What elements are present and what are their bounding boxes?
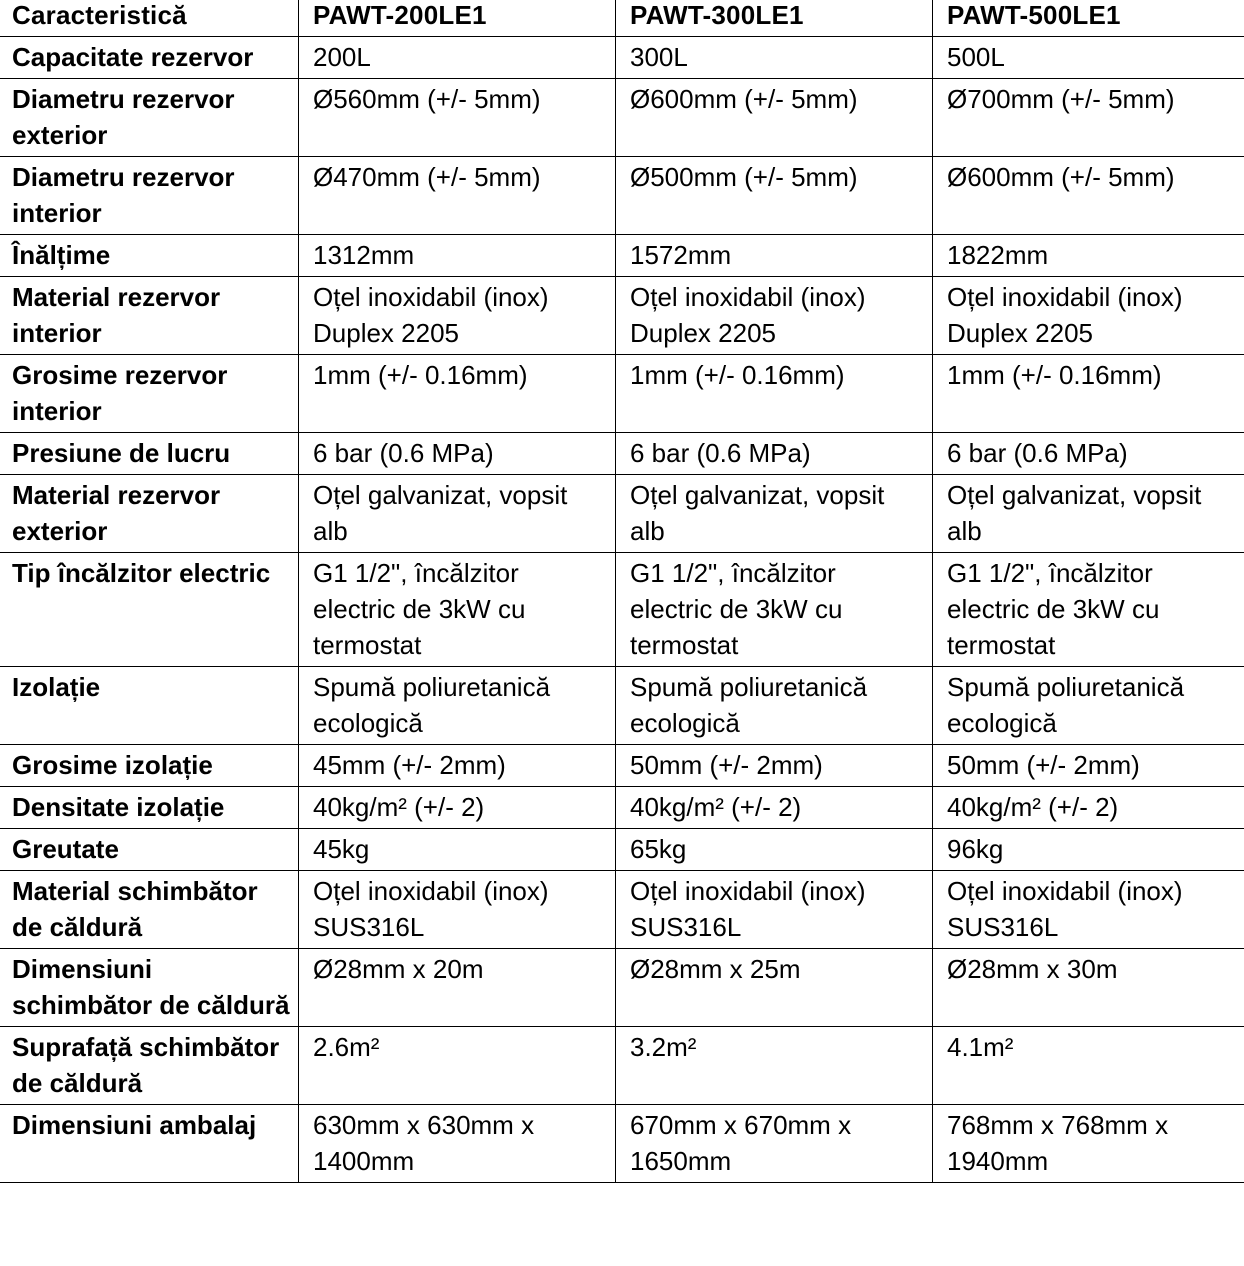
cell-value: Ø600mm (+/- 5mm) xyxy=(616,79,933,157)
cell-value: 768mm x 768mm x 1940mm xyxy=(933,1105,1244,1183)
cell-value: 500L xyxy=(933,37,1244,79)
cell-value: 1mm (+/- 0.16mm) xyxy=(299,355,616,433)
cell-value: Oțel inoxidabil (inox) Duplex 2205 xyxy=(299,277,616,355)
cell-value: 300L xyxy=(616,37,933,79)
cell-value: 1822mm xyxy=(933,235,1244,277)
cell-value: 40kg/m² (+/- 2) xyxy=(616,787,933,829)
cell-value: Ø28mm x 20m xyxy=(299,949,616,1027)
cell-value: G1 1/2", încălzitor electric de 3kW cu termostat xyxy=(933,553,1244,667)
table-header xyxy=(0,0,1244,37)
row-label: Greutate xyxy=(0,829,299,871)
cell-value: 50mm (+/- 2mm) xyxy=(616,745,933,787)
table-row xyxy=(0,37,1244,79)
table-row xyxy=(0,871,1244,949)
row-label: Grosime rezervor interior xyxy=(0,355,299,433)
cell-value: Ø28mm x 25m xyxy=(616,949,933,1027)
cell-value: Oțel galvanizat, vopsit alb xyxy=(933,475,1244,553)
table-row xyxy=(0,355,1244,433)
cell-value: 4.1m² xyxy=(933,1027,1244,1105)
row-label: Material rezervor exterior xyxy=(0,475,299,553)
row-label: Înălțime xyxy=(0,235,299,277)
table-row xyxy=(0,667,1244,745)
cell-value: 2.6m² xyxy=(299,1027,616,1105)
cell-value: Ø500mm (+/- 5mm) xyxy=(616,157,933,235)
row-label: Dimensiuni schimbător de căldură xyxy=(0,949,299,1027)
cell-value: Ø470mm (+/- 5mm) xyxy=(299,157,616,235)
cell-value: Oțel galvanizat, vopsit alb xyxy=(616,475,933,553)
header-model-300le1: PAWT-300LE1 xyxy=(616,0,933,37)
table-row xyxy=(0,745,1244,787)
cell-value: 45mm (+/- 2mm) xyxy=(299,745,616,787)
row-label: Tip încălzitor electric xyxy=(0,553,299,667)
header-row xyxy=(0,0,1244,37)
row-label: Presiune de lucru xyxy=(0,433,299,475)
cell-value: Ø28mm x 30m xyxy=(933,949,1244,1027)
table-row xyxy=(0,1027,1244,1105)
cell-value: 40kg/m² (+/- 2) xyxy=(299,787,616,829)
cell-value: Oțel galvanizat, vopsit alb xyxy=(299,475,616,553)
cell-value: Spumă poliuretanică ecologică xyxy=(299,667,616,745)
cell-value: Oțel inoxidabil (inox) SUS316L xyxy=(933,871,1244,949)
table-row xyxy=(0,475,1244,553)
row-label: Capacitate rezervor xyxy=(0,37,299,79)
row-label: Dimensiuni ambalaj xyxy=(0,1105,299,1183)
cell-value: Ø600mm (+/- 5mm) xyxy=(933,157,1244,235)
cell-value: 670mm x 670mm x 1650mm xyxy=(616,1105,933,1183)
cell-value: 65kg xyxy=(616,829,933,871)
cell-value: Spumă poliuretanică ecologică xyxy=(616,667,933,745)
table-row xyxy=(0,829,1244,871)
row-label: Suprafață schimbător de căldură xyxy=(0,1027,299,1105)
row-label: Material rezervor interior xyxy=(0,277,299,355)
cell-value: 96kg xyxy=(933,829,1244,871)
cell-value: Oțel inoxidabil (inox) SUS316L xyxy=(616,871,933,949)
header-feature: Caracteristică xyxy=(0,0,299,37)
cell-value: 1312mm xyxy=(299,235,616,277)
cell-value: Oțel inoxidabil (inox) Duplex 2205 xyxy=(933,277,1244,355)
cell-value: Ø560mm (+/- 5mm) xyxy=(299,79,616,157)
cell-value: Oțel inoxidabil (inox) Duplex 2205 xyxy=(616,277,933,355)
cell-value: 1mm (+/- 0.16mm) xyxy=(616,355,933,433)
table-row xyxy=(0,235,1244,277)
cell-value: 6 bar (0.6 MPa) xyxy=(299,433,616,475)
cell-value: 1572mm xyxy=(616,235,933,277)
cell-value: 6 bar (0.6 MPa) xyxy=(933,433,1244,475)
header-model-500le1: PAWT-500LE1 xyxy=(933,0,1244,37)
row-label: Material schimbător de căldură xyxy=(0,871,299,949)
cell-value: 40kg/m² (+/- 2) xyxy=(933,787,1244,829)
cell-value: G1 1/2", încălzitor electric de 3kW cu termostat xyxy=(299,553,616,667)
table-row xyxy=(0,787,1244,829)
row-label: Densitate izolație xyxy=(0,787,299,829)
row-label: Diametru rezervor exterior xyxy=(0,79,299,157)
cell-value: 45kg xyxy=(299,829,616,871)
row-label: Grosime izolație xyxy=(0,745,299,787)
cell-value: Oțel inoxidabil (inox) SUS316L xyxy=(299,871,616,949)
cell-value: Spumă poliuretanică ecologică xyxy=(933,667,1244,745)
row-label: Izolație xyxy=(0,667,299,745)
table-row xyxy=(0,157,1244,235)
cell-value: 6 bar (0.6 MPa) xyxy=(616,433,933,475)
cell-value: 3.2m² xyxy=(616,1027,933,1105)
cell-value: G1 1/2", încălzitor electric de 3kW cu termostat xyxy=(616,553,933,667)
cell-value: 200L xyxy=(299,37,616,79)
cell-value: 50mm (+/- 2mm) xyxy=(933,745,1244,787)
cell-value: Ø700mm (+/- 5mm) xyxy=(933,79,1244,157)
cell-value: 630mm x 630mm x 1400mm xyxy=(299,1105,616,1183)
table-row xyxy=(0,433,1244,475)
header-model-200le1: PAWT-200LE1 xyxy=(299,0,616,37)
table-row xyxy=(0,1105,1244,1183)
table-row xyxy=(0,277,1244,355)
table-row xyxy=(0,553,1244,667)
table-row xyxy=(0,949,1244,1027)
cell-value: 1mm (+/- 0.16mm) xyxy=(933,355,1244,433)
table-body xyxy=(0,37,1244,1183)
table-row xyxy=(0,79,1244,157)
row-label: Diametru rezervor interior xyxy=(0,157,299,235)
